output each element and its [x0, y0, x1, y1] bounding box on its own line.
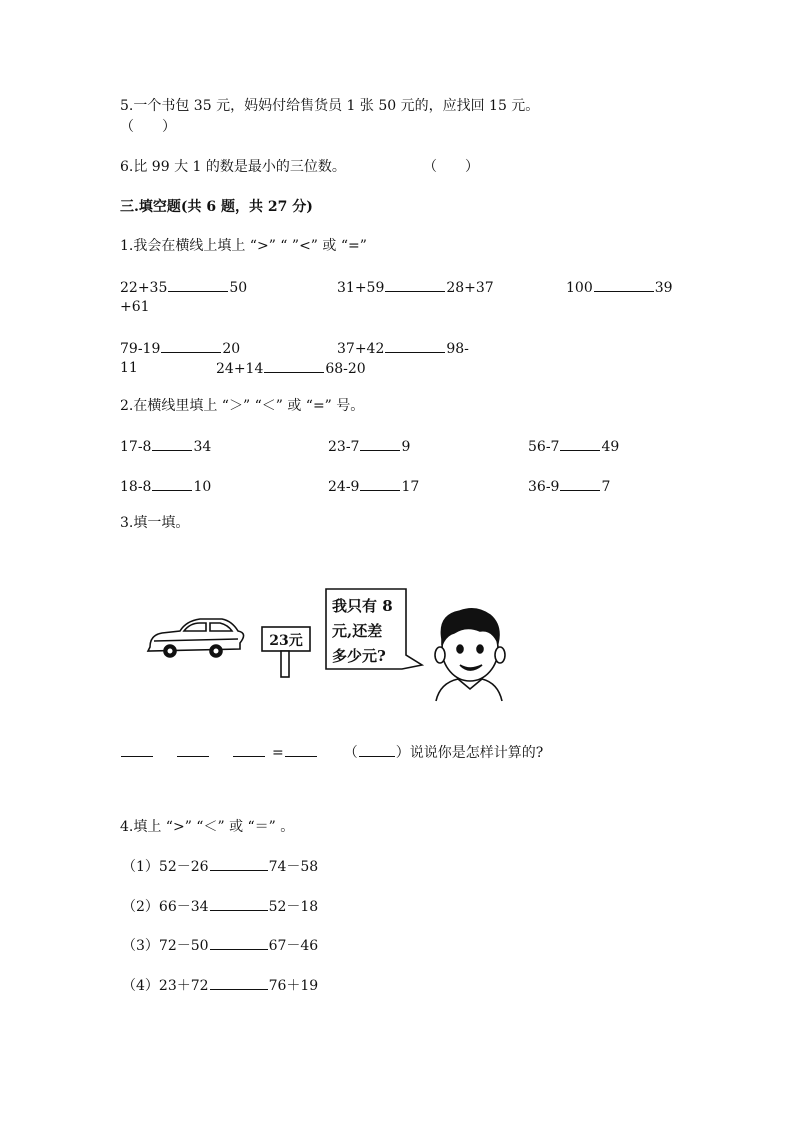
answer-blank[interactable] — [121, 742, 153, 757]
q1-r2-wrap: 11 — [120, 360, 138, 376]
answer-blank[interactable] — [152, 436, 192, 451]
q6-answer-paren[interactable]: （ ） — [423, 159, 479, 175]
answer-blank[interactable] — [360, 476, 400, 491]
answer-blank[interactable] — [385, 277, 445, 292]
q4-title: 4.填上 “>” “＜” 或 “＝” 。 — [120, 819, 295, 835]
bubble-line-2: 元,还差 — [332, 622, 383, 640]
q3-title: 3.填一填。 — [120, 515, 190, 531]
answer-blank[interactable] — [594, 277, 654, 292]
bubble-line-1: 我只有 8 — [332, 597, 393, 615]
q1-r1c2: 31+59 28+37 — [337, 277, 494, 298]
q6-text: 6.比 99 大 1 的数是最小的三位数。 — [120, 159, 346, 175]
q1-r1c1: 22+35 50 — [120, 277, 247, 298]
answer-blank[interactable] — [161, 338, 221, 353]
bubble-line-3: 多少元? — [332, 647, 386, 665]
q3-ask: 说说你是怎样计算的? — [409, 745, 544, 761]
answer-blank[interactable] — [560, 436, 600, 451]
q4-item: （2）66－34 52－18 — [122, 896, 318, 917]
q4-item: （3）72－50 67－46 — [122, 935, 318, 956]
answer-blank[interactable] — [210, 975, 268, 990]
q3-illustration — [140, 585, 520, 705]
boy-icon — [435, 609, 505, 701]
q2-item: 56-7 49 — [528, 436, 619, 457]
q1-r2c2: 37+42 98- — [337, 338, 469, 359]
section3-heading: 三.填空题(共 6 题，共 27 分) — [120, 199, 313, 215]
q2-item: 18-8 10 — [120, 476, 211, 497]
q2-item: 23-7 9 — [328, 436, 410, 457]
answer-blank[interactable] — [168, 277, 228, 292]
q5-text: 5.一个书包 35 元，妈妈付给售货员 1 张 50 元的，应找回 15 元。 — [120, 98, 540, 114]
answer-blank[interactable] — [152, 476, 192, 491]
answer-blank[interactable] — [264, 358, 324, 373]
q3-illustration-svg — [140, 585, 520, 705]
answer-blank[interactable] — [210, 935, 268, 950]
answer-blank[interactable] — [177, 742, 209, 757]
q2-item: 24-9 17 — [328, 476, 419, 497]
q1-r1-wrap: +61 — [120, 299, 150, 315]
answer-blank[interactable] — [385, 338, 445, 353]
sign-price-text: 23元 — [269, 633, 303, 649]
q4-item: （1）52－26 74－58 — [122, 856, 318, 877]
q4-item: （4）23＋72 76＋19 — [122, 975, 318, 996]
q2-item: 17-8 34 — [120, 436, 211, 457]
car-icon — [148, 619, 244, 657]
q1-r1c3: 100 39 — [566, 277, 673, 298]
answer-blank[interactable] — [210, 896, 268, 911]
q5-answer-paren[interactable]: （ ） — [120, 119, 176, 135]
q3-answer-row: = （ ）说说你是怎样计算的? — [120, 742, 543, 763]
answer-blank[interactable] — [233, 742, 265, 757]
answer-blank[interactable] — [560, 476, 600, 491]
q1-r2c3: 24+14 68-20 — [216, 358, 366, 379]
q2-title: 2.在横线里填上 “＞” “＜” 或 “=” 号。 — [120, 398, 365, 414]
answer-blank[interactable] — [360, 436, 400, 451]
answer-blank[interactable] — [359, 742, 395, 757]
answer-blank[interactable] — [210, 856, 268, 871]
q2-item: 36-9 7 — [528, 476, 610, 497]
answer-blank[interactable] — [285, 742, 317, 757]
q1-title: 1.我会在横线上填上 “>” “ ”<” 或 “=” — [120, 238, 367, 254]
q1-r2c1: 79-19 20 — [120, 338, 240, 359]
